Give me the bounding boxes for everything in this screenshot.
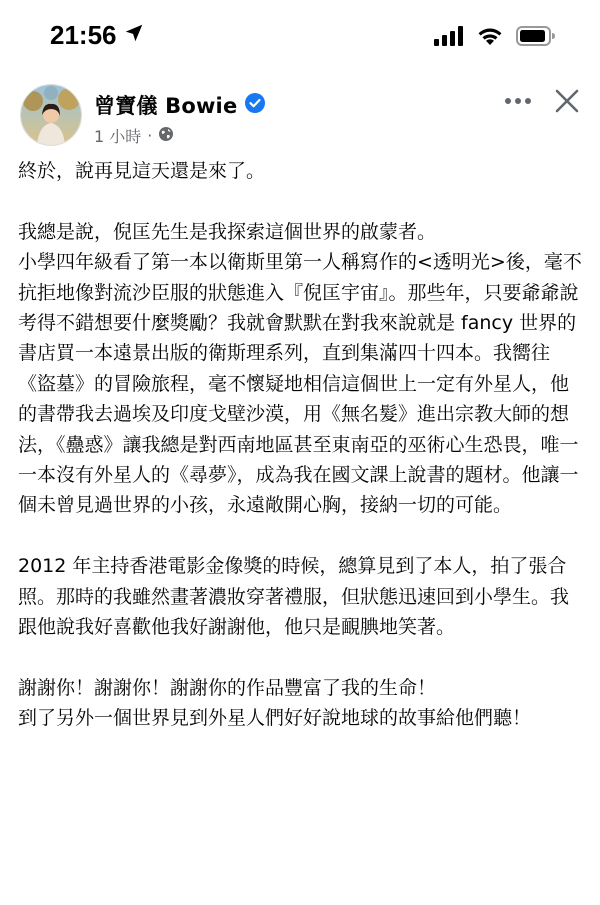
post-paragraph: 我總是說，倪匡先生是我探索這個世界的啟蒙者。 小學四年級看了第一本以衛斯里第一人稱寫作的<透明光>後，毫不抗拒地像對流沙臣服的狀態進入『倪匡宇宙』。那些年，只要爺爺說考得不錯想要什麼獎勵？我就會默默在對我來說就是 fancy 世界的書店買一本遠景出版的衛斯理系列，直到集滿四十四本。我嚮往《盜墓》的冒險旅程，毫不懷疑地相信這個世上一定有外星人，他的書帶我去過埃及印度戈壁沙漠，用《無名髮》進出宗教大師的想法，《蠱惑》讓我總是對西南地區甚至東南亞的巫術心生恐畏，唯一一本沒有外星人的《尋夢》，成為我在國文課上說書的題材。他讓一個未曾見過世界的小孩，永遠敞開心胸，接納一切的可能。 — [18, 220, 582, 517]
post-time[interactable]: 1 小時 — [94, 127, 142, 146]
location-arrow-icon — [123, 20, 145, 51]
status-time: 21:56 — [50, 20, 117, 50]
paragraph-gap — [18, 186, 584, 216]
battery-icon — [516, 26, 556, 50]
meta-separator: · — [147, 126, 153, 145]
author-name[interactable]: 曾寶儀 Bowie — [94, 94, 238, 118]
close-icon[interactable] — [554, 88, 580, 114]
cellular-signal-icon — [434, 26, 464, 50]
author-row — [94, 90, 265, 120]
verified-badge-icon — [245, 93, 265, 117]
status-time-group — [50, 20, 145, 51]
post-paragraph: 謝謝你！謝謝你！謝謝你的作品豐富了我的生命！ 到了另外一個世界見到外星人們好好說地球的故事給他們聽！ — [18, 676, 532, 730]
status-indicators — [434, 26, 556, 50]
header-actions — [504, 88, 580, 114]
post-meta — [94, 124, 174, 147]
globe-icon — [158, 126, 174, 146]
post-paragraph: 終於，說再見這天還是來了。 — [18, 160, 266, 182]
post-body — [18, 156, 584, 734]
wifi-icon — [476, 26, 504, 50]
post-header — [0, 78, 600, 158]
more-dots-icon[interactable] — [504, 97, 532, 105]
post-paragraph: 2012 年主持香港電影金像獎的時候，總算見到了本人，拍了張合照。那時的我雖然畫著濃妝穿著禮服，但狀態迅速回到小學生。我跟他說我好喜歡他我好謝謝他，他只是靦腆地笑著。 — [18, 555, 570, 639]
avatar[interactable] — [20, 84, 82, 146]
status-bar — [0, 0, 600, 78]
paragraph-gap — [18, 642, 584, 672]
paragraph-gap — [18, 521, 584, 551]
